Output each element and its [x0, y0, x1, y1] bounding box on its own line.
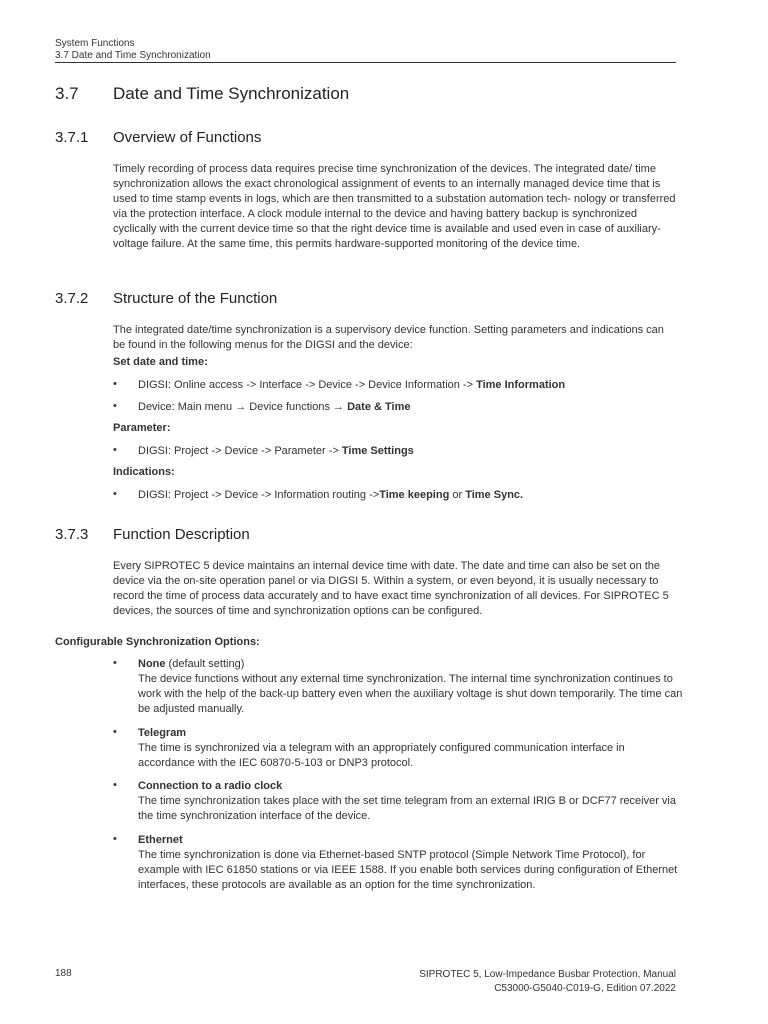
option-title: Ethernet — [138, 834, 183, 846]
list-item-text: DIGSI: Project -> Device -> Parameter -> — [138, 445, 342, 457]
parameter-label: Parameter: — [113, 422, 171, 434]
list-item-text: DIGSI: Online access -> Interface -> Device -> Device Information -> — [138, 379, 477, 391]
footer-info — [419, 968, 676, 996]
list-item-text: Device: Main menu → Device functions → — [138, 401, 348, 413]
list-item-bold: Time Sync. — [465, 489, 524, 501]
option-text: The time synchronization is done via Ethernet-based SNTP protocol (Simple Network Time Protocol), for example with IEC 61850 stations or via IEEE 1588. If you enable both services during configuration of Ethernet interfaces, these protocols are available as an option for the time synchronization. — [138, 849, 678, 891]
bullet-icon: • — [113, 833, 117, 845]
structure-heading — [55, 290, 277, 307]
bullet-icon: • — [113, 726, 117, 738]
options-label: Configurable Synchronization Options: — [55, 636, 260, 648]
overview-number: 3.7.1 — [55, 129, 89, 146]
section-heading — [55, 84, 349, 104]
bullet-icon: • — [113, 779, 117, 791]
list-item-text: or — [449, 489, 466, 501]
description-heading — [55, 526, 250, 543]
bullet-icon: • — [113, 488, 117, 500]
option-text: The device functions without any external time synchronization. The internal time synchronization continues to work with the help of the back-up battery even when the auxiliary voltage is shut down temporarily. The time can be adjusted manually. — [138, 673, 683, 715]
section-number: 3.7 — [55, 84, 79, 103]
description-paragraph: Every SIPROTEC 5 device maintains an internal device time with date. The date and time can also be set on the device via the on-site operation panel or via DIGSI 5. Within a system, or even beyond, it is usually necessary to record the time of process data accurately and to have exact time synchronization of all devices. For SIPROTEC 5 devices, the sources of time and synchronization options can be configured. — [113, 560, 669, 617]
bullet-icon: • — [113, 657, 117, 669]
bullet-icon: • — [113, 378, 117, 390]
page-number: 188 — [55, 968, 72, 979]
overview-title: Overview of Functions — [113, 129, 262, 146]
list-item-text: DIGSI: Project -> Device -> Information routing -> — [138, 489, 380, 501]
bullet-icon: • — [113, 444, 117, 456]
overview-paragraph: Timely recording of process data requires precise time synchronization of the devices. The integrated date/ time synchronization allows the exact chronological assignment of events to an internally managed device time that is used to time stamp events in logs, which are then transmitted to a substation automation tech- nology or transferred via the protection interface. A clock module internal to the device and having battery backup is synchronized cyclically with the current device time so that the right device time is available and used even in case of auxiliary-voltage failure. At the same time, this permits hardware-supported monitoring of the device time. — [113, 163, 676, 250]
set-date-label: Set date and time: — [113, 356, 208, 368]
bullet-icon: • — [113, 400, 117, 412]
section-title: Date and Time Synchronization — [113, 84, 350, 103]
header-chapter: System Functions — [55, 38, 135, 49]
structure-number: 3.7.2 — [55, 290, 89, 307]
indications-label: Indications: — [113, 466, 175, 478]
header-section: 3.7 Date and Time Synchronization — [55, 50, 211, 61]
option-text: The time synchronization takes place with the set time telegram from an external IRIG B or DCF77 receiver via the time synchronization interface of the device. — [138, 795, 676, 822]
option-text: The time is synchronized via a telegram with an appropriately configured communication interface in accordance with the IEC 60870-5-103 or DNP3 protocol. — [138, 742, 625, 769]
option-title: Telegram — [138, 727, 187, 739]
structure-title: Structure of the Function — [113, 290, 278, 307]
option-suffix: (default setting) — [165, 658, 245, 670]
overview-heading — [55, 129, 261, 146]
running-header — [55, 38, 676, 63]
option-title: None — [138, 658, 166, 670]
description-number: 3.7.3 — [55, 526, 89, 543]
list-item-bold: Time keeping — [379, 489, 450, 501]
option-title: Connection to a radio clock — [138, 780, 283, 792]
list-item-bold: Time Settings — [341, 445, 414, 457]
list-item-bold: Date & Time — [347, 401, 411, 413]
header-rule — [55, 62, 676, 63]
description-title: Function Description — [113, 526, 250, 543]
list-item-bold: Time Information — [476, 379, 566, 391]
structure-intro: The integrated date/time synchronization is a supervisory device function. Setting parameters and indications can be found in the following menus for the DIGSI and the device: — [113, 324, 664, 351]
footer-edition: C53000-G5040-C019-G, Edition 07.2022 — [494, 983, 676, 994]
footer-manual: SIPROTEC 5, Low-Impedance Busbar Protection, Manual — [419, 969, 676, 980]
